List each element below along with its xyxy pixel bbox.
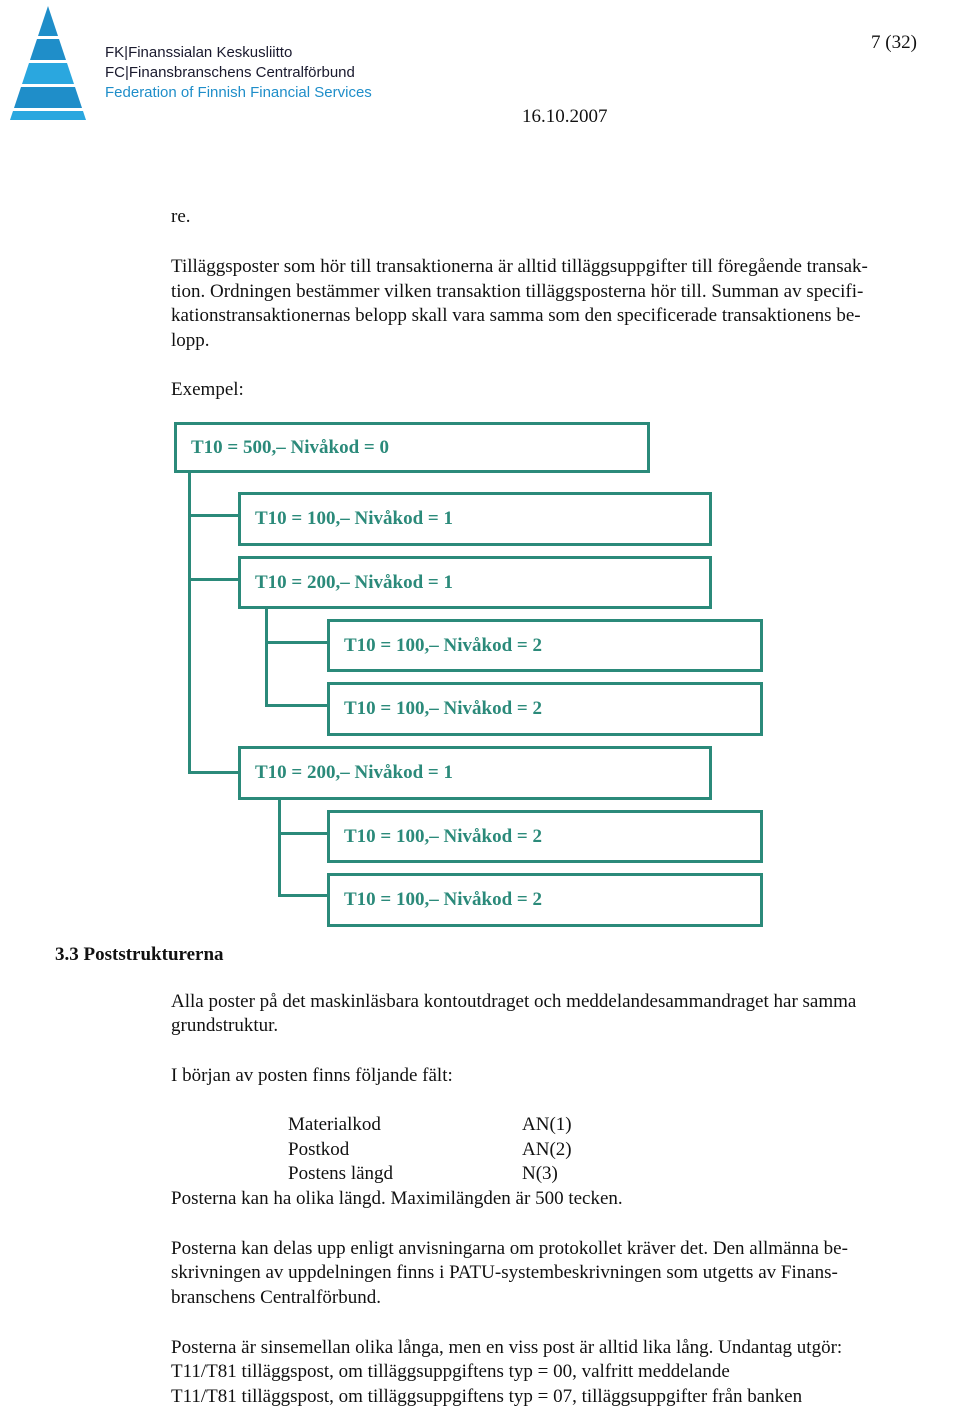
- connector-b1: [188, 514, 240, 517]
- paragraph-1-line-1: Tilläggsposter som hör till transaktionerna är alltid tilläggsuppgifter till föregående transak-: [171, 256, 868, 277]
- connector-b4: [265, 704, 329, 707]
- connector-b6: [278, 832, 329, 835]
- federation-logo-icon: [6, 6, 90, 120]
- tree-box-b2: T10 = 200,– Nivåkod = 1: [238, 556, 712, 609]
- connector-b5: [188, 771, 240, 774]
- logo-line-1: FK|Finanssialan Keskusliitto: [105, 44, 293, 61]
- field-type: AN(2): [522, 1139, 572, 1160]
- tree-box-b4: T10 = 100,– Nivåkod = 2: [327, 682, 763, 736]
- paragraph-1-line-4: lopp.: [171, 330, 210, 351]
- field-name: Postkod: [288, 1139, 350, 1160]
- field-name: Materialkod: [288, 1114, 381, 1135]
- field-type: N(3): [522, 1163, 558, 1184]
- connector-b7: [278, 894, 329, 897]
- connector-b3: [265, 641, 329, 644]
- example-label: Exempel:: [171, 379, 244, 400]
- section-paragraph-2: I början av posten finns följande fält:: [171, 1065, 453, 1086]
- logo-line-2: FC|Finansbranschens Centralförbund: [105, 64, 355, 81]
- section-paragraph-4-line-3: branschens Centralförbund.: [171, 1287, 381, 1308]
- tree-box-b7: T10 = 100,– Nivåkod = 2: [327, 873, 763, 927]
- tree-box-b1: T10 = 100,– Nivåkod = 1: [238, 492, 712, 546]
- tree-box-level-0: T10 = 500,– Nivåkod = 0: [174, 422, 650, 473]
- section-paragraph-1-line-1: Alla poster på det maskinläsbara kontoutdraget och meddelandesammandraget har samma: [171, 991, 857, 1012]
- tree-box-b5: T10 = 200,– Nivåkod = 1: [238, 746, 712, 800]
- paragraph-1-line-3: kationstransaktionernas belopp skall vara samma som den specificerade transaktionens be-: [171, 305, 861, 326]
- tree-box-b6: T10 = 100,– Nivåkod = 2: [327, 810, 763, 863]
- paragraph-1-line-2: tion. Ordningen bestämmer vilken transaktion tilläggsposterna hör till. Summan av specifi-: [171, 281, 864, 302]
- section-paragraph-5-line-3: T11/T81 tilläggspost, om tilläggsuppgiftens typ = 07, tilläggsuppgifter från banken: [171, 1386, 803, 1407]
- section-paragraph-5-line-2: T11/T81 tilläggspost, om tilläggsuppgiftens typ = 00, valfritt meddelande: [171, 1361, 730, 1382]
- field-type: AN(1): [522, 1114, 572, 1135]
- section-paragraph-4-line-1: Posterna kan delas upp enligt anvisningarna om protokollet kräver det. Den allmänna be-: [171, 1238, 848, 1259]
- text-fragment: re.: [171, 206, 191, 227]
- section-paragraph-1-line-2: grundstruktur.: [171, 1015, 279, 1036]
- field-name: Postens längd: [288, 1163, 394, 1184]
- section-paragraph-4-line-2: skrivningen av uppdelningen finns i PATU-systembeskrivningen som utgetts av Finans-: [171, 1262, 838, 1283]
- section-paragraph-3: Posterna kan ha olika längd. Maximilängden är 500 tecken.: [171, 1188, 623, 1209]
- section-heading: 3.3 Poststrukturerna: [55, 944, 224, 965]
- connector-b2: [188, 578, 240, 581]
- logo-line-3: Federation of Finnish Financial Services: [105, 84, 372, 101]
- page-number: 7 (32): [871, 32, 917, 53]
- connector-level-1a: [265, 606, 268, 707]
- section-paragraph-5-line-1: Posterna är sinsemellan olika långa, men en viss post är alltid lika lång. Undantag utgör:: [171, 1337, 843, 1358]
- connector-level-1b: [278, 797, 281, 897]
- document-date: 16.10.2007: [522, 106, 608, 127]
- tree-box-b3: T10 = 100,– Nivåkod = 2: [327, 619, 763, 672]
